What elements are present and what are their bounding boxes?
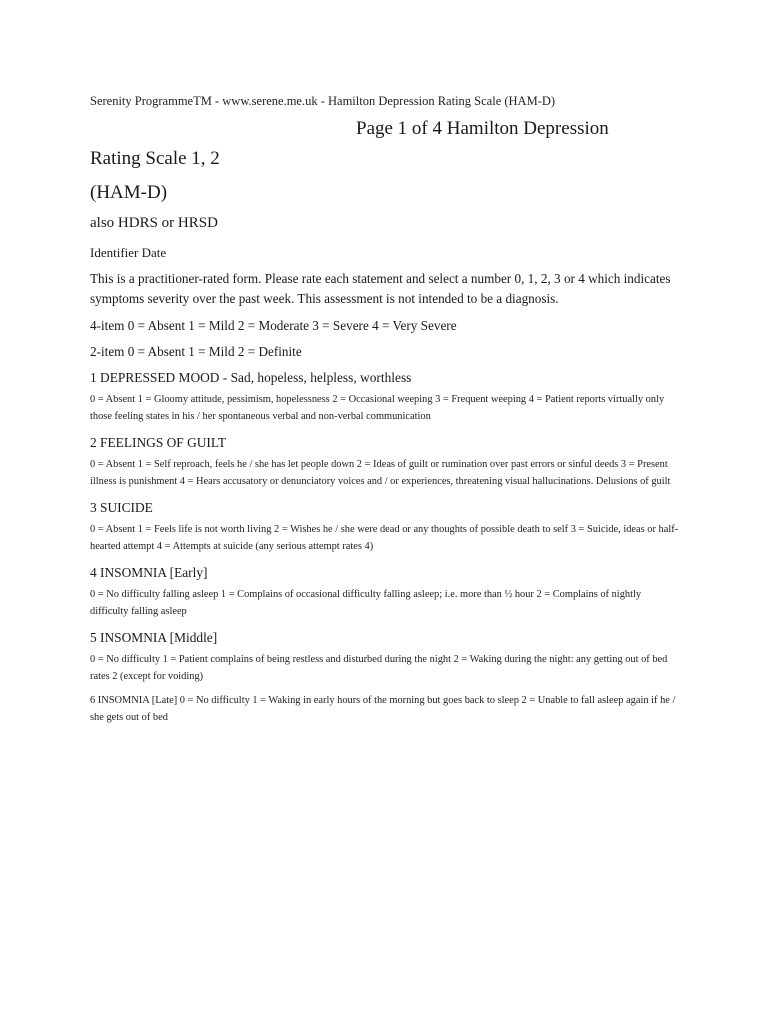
item-heading: 3 SUICIDE — [90, 500, 153, 515]
instructions-paragraph: This is a practitioner-rated form. Please rate each statement and select a number 0, 1, 2, 3 or 4 which indicates symptoms severity over the past week. This assessment is not intended to be a diagnosis. — [90, 271, 671, 306]
scale-4-item: 4-item 0 = Absent 1 = Mild 2 = Moderate 3 = Severe 4 = Very Severe — [90, 318, 457, 333]
alternate-names: also HDRS or HRSD — [90, 215, 218, 231]
item-heading: 1 DEPRESSED MOOD - Sad, hopeless, helpless, worthless — [90, 370, 412, 385]
identifier-date-label: Identifier Date — [90, 245, 167, 260]
item-body: 0 = Absent 1 = Feels life is not worth living 2 = Wishes he / she were dead or any thoughts of possible death to self 3 = Suicide, ideas or half-hearted attempt 4 = Attempts at suicide (any serious attempt rates 4) — [90, 524, 679, 552]
item-body: 0 = No difficulty falling asleep 1 = Complains of occasional difficulty falling asleep; i.e. more than ½ hour 2 = Complains of nightly difficulty falling asleep — [90, 589, 642, 617]
running-header: Serenity ProgrammeTM - www.serene.me.uk - Hamilton Depression Rating Scale (HAM-D) — [90, 94, 556, 108]
item-insomnia-late: 6 INSOMNIA [Late] 0 = No difficulty 1 = Waking in early hours of the morning but goes back to sleep 2 = Unable to fall asleep again if he / she gets out of bed — [90, 695, 676, 723]
item-heading: 2 FEELINGS OF GUILT — [90, 435, 227, 450]
scale-2-item: 2-item 0 = Absent 1 = Mild 2 = Definite — [90, 344, 302, 359]
item-depressed-mood — [90, 368, 680, 425]
page-number-title: Page 1 of 4 Hamilton Depression — [356, 118, 609, 139]
item-insomnia-middle — [90, 628, 680, 685]
item-body: 0 = Absent 1 = Gloomy attitude, pessimism, hopelessness 2 = Occasional weeping 3 = Frequent weeping 4 = Patient reports virtually only those feeling states in his / her spontaneous verbal and non-verbal communication — [90, 394, 665, 422]
item-insomnia-early — [90, 563, 680, 620]
item-body: 0 = No difficulty 1 = Patient complains of being restless and disturbed during the night 2 = Waking during the night: any getting out of bed rates 2 (except for voiding) — [90, 654, 668, 682]
item-heading: 4 INSOMNIA [Early] — [90, 565, 208, 580]
item-feelings-of-guilt — [90, 433, 680, 490]
item-suicide — [90, 498, 680, 555]
document-body — [90, 269, 680, 734]
document-title-line-1: Rating Scale 1, 2 — [90, 148, 220, 169]
document-title-line-2: (HAM-D) — [90, 182, 168, 203]
item-heading: 5 INSOMNIA [Middle] — [90, 630, 218, 645]
item-body: 0 = Absent 1 = Self reproach, feels he / she has let people down 2 = Ideas of guilt or rumination over past errors or sinful deeds 3 = Present illness is punishment 4 = Hears accusatory or denunciatory voices and / or experiences, threatening visual hallucinations. Delusions of guilt — [90, 459, 671, 487]
